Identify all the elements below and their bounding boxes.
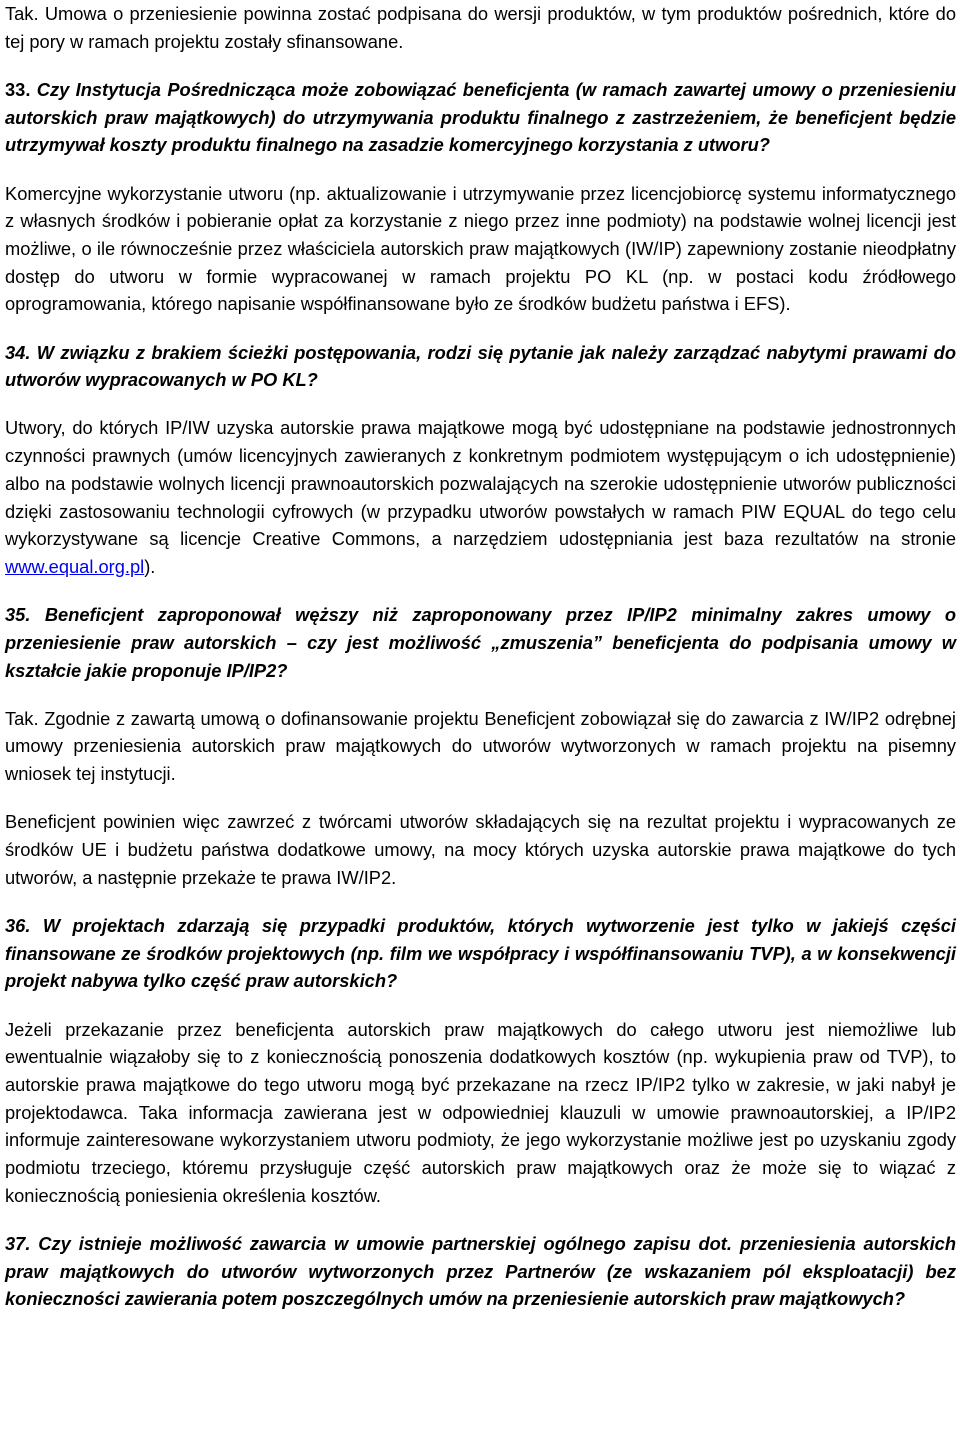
answer-35-paragraph-2: Beneficjent powinien więc zawrzeć z twórcami utworów składających się na rezultat projektu i wypracowanych ze środków UE i budżetu państwa dodatkowe umowy, na mocy których uzyska autorskie prawa majątkowe do tych utworów, a następnie przekaże te prawa IW/IP2. <box>5 811 956 888</box>
question-text: W projektach zdarzają się przypadki produktów, których wytworzenie jest tylko w jakiejś części finansowane ze środków projektowych (np. film we współpracy i współfinansowaniu TVP), a w konsekwencji projekt nabywa tylko część praw autorskich? <box>5 914 956 992</box>
answer-36: Jeżeli przekazanie przez beneficjenta autorskich praw majątkowych do całego utworu jest niemożliwe lub ewentualnie wiązałoby się to z koniecznością ponoszenia dodatkowych kosztów (np. wykupienia praw od TVP), to autorskie prawa majątkowe do tego utworu mogą być przekazane na rzecz IP/IP2 tylko w zakresie, w jaki nabył je projektodawca. Taka informacja zawierana jest w odpowiedniej klauzuli w umowie prawnoautorskiej, a IP/IP2 informuje zainteresowane wykorzystaniem utworu podmioty, że jego wykorzystanie możliwe jest po uzyskaniu zgody podmiotu trzeciego, któremu przysługuje część autorskich praw majątkowych oraz że może się to wiązać z koniecznością poniesienia określenia kosztów. <box>5 1018 956 1206</box>
question-number: 34. <box>5 341 31 363</box>
answer-paragraph-tak: Tak. Umowa o przeniesienie powinna zostać podpisana do wersji produktów, w tym produktów pośrednich, które do tej pory w ramach projektu zostały sfinansowane. <box>5 3 956 52</box>
equal-website-link[interactable]: www.equal.org.pl <box>5 555 145 577</box>
answer-text-end: ). <box>144 555 156 577</box>
question-33 <box>5 76 956 159</box>
question-37 <box>5 1230 956 1313</box>
answer-34 <box>5 414 956 580</box>
question-36 <box>5 912 956 995</box>
question-text: Czy Instytucja Pośrednicząca może zobowiązać beneficjenta (w ramach zawartej umowy o przeniesieniu autorskich praw majątkowych) do utrzymywania produktu finalnego z zastrzeżeniem, że beneficjent będzie utrzymywał koszty produktu finalnego na zasadzie komercyjnego korzystania z utworu? <box>5 78 956 156</box>
question-number: 37. <box>5 1233 31 1255</box>
question-number: 35. <box>5 604 31 626</box>
answer-text: Utwory, do których IP/IW uzyska autorskie prawa majątkowe mogą być udostępniane na podstawie jednostronnych czynności prawnych (umów licencyjnych zawieranych z konkretnym podmiotem występującym o ich udostępnienie) albo na podstawie wolnych licencji prawnoautorskich pozwalających na szerokie udostępnienie utworów publiczności dzięki zastosowaniu technologii cyfrowych (w przypadku utworów powstałych w ramach PIW EQUAL do tego celu wykorzystywane są licencje Creative Commons, a narzędziem udostępniania jest baza rezultatów na stronie <box>5 417 956 550</box>
question-text: W związku z brakiem ścieżki postępowania, rodzi się pytanie jak należy zarządzać nabytymi prawami do utworów wypracowanych w PO KL? <box>5 341 956 391</box>
document-page <box>5 0 956 1313</box>
question-34 <box>5 339 956 394</box>
question-35 <box>5 601 956 684</box>
question-text: Czy istnieje możliwość zawarcia w umowie partnerskiej ogólnego zapisu dot. przeniesienia autorskich praw majątkowych do utworów wytworzonych przez Partnerów (ze wskazaniem pól eksploatacji) bez konieczności zawierania potem poszczególnych umów na przeniesienie autorskich praw majątkowych? <box>5 1233 956 1310</box>
answer-35-paragraph-1: Tak. Zgodnie z zawartą umową o dofinansowanie projektu Beneficjent zobowiązał się do zawarcia z IW/IP2 odrębnej umowy przeniesienia autorskich praw majątkowych do utworów wytworzonych w ramach projektu na pisemny wniosek tej instytucji. <box>5 707 956 785</box>
question-text: Beneficjent zaproponował węższy niż zaproponowany przez IP/IP2 minimalny zakres umowy o przeniesienie praw autorskich – czy jest możliwość „zmuszenia” beneficjenta do podpisania umowy w kształcie jakie proponuje IP/IP2? <box>5 604 956 681</box>
question-number: 33. <box>5 78 31 100</box>
answer-33: Komercyjne wykorzystanie utworu (np. aktualizowanie i utrzymywanie przez licencjobiorcę systemu informatycznego z własnych środków i pobieranie opłat za korzystanie z niego przez inne podmioty) na podstawie wolnej licencji jest możliwe, o ile równocześnie przez właściciela autorskich praw majątkowych (IW/IP) zapewniony zostanie nieodpłatny dostęp do utworu w formie wypracowanej w ramach projektu PO KL (np. w postaci kodu źródłowego oprogramowania, którego napisanie współfinansowane było ze środków budżetu państwa i EFS). <box>5 182 956 315</box>
question-number: 36. <box>5 914 31 936</box>
